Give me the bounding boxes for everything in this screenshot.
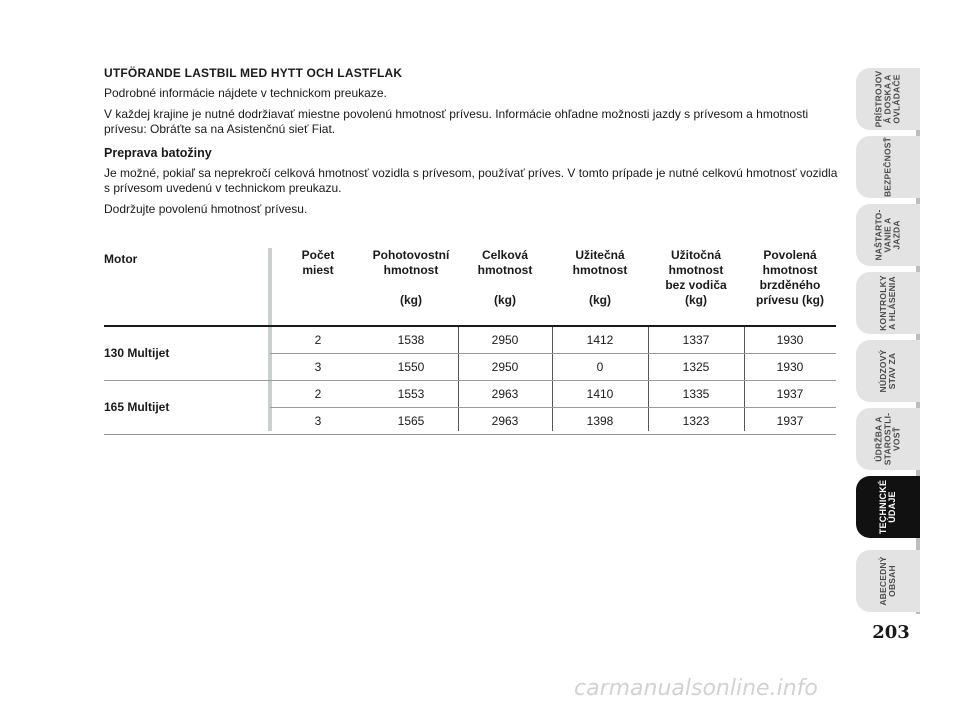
cell-total: 2950 [491,360,519,374]
tab-label: ÚDRŽBA A STAROSTLI- VOSŤ [873,412,902,466]
group-rule [104,434,836,435]
header-motor: Motor [104,252,138,266]
cell-total: 2950 [491,333,519,347]
cell-trailer: 1930 [776,360,804,374]
tab-label: NAŠTARTO- VANIE A JAZDA [873,209,902,261]
header-total-weight: Celková hmotnost (kg) [477,248,533,307]
motor-130-multijet: 130 Multijet [104,346,170,360]
cell-payload-no-driver: 1337 [682,333,710,347]
header-trailer-weight: Povolená hmotnost brzděného prívesu (kg) [755,248,824,307]
header-payload-no-driver: Užitočná hmotnost bez vodiča (kg) [665,248,727,307]
cell-trailer: 1937 [776,387,804,401]
tab-kontrolky[interactable] [856,272,920,334]
cell-total: 2963 [491,414,519,428]
cell-curb: 1538 [397,333,425,347]
cell-seats: 2 [314,387,322,401]
cell-curb: 1565 [397,414,425,428]
cell-payload: 1410 [586,387,614,401]
tab-label: TECHNICKÉ ÚDAJE [878,479,897,535]
tab-label: PRÍSTROJOV Á DOSKA A OVLÁDAČE [873,70,902,128]
cell-seats: 2 [314,333,322,347]
section-content [104,66,840,223]
tab-pristrojova-doska[interactable] [856,68,920,130]
header-curb-weight: Pohotovostní hmotnost (kg) [372,248,450,307]
cell-payload: 1398 [586,414,614,428]
tab-abecedny-obsah[interactable] [856,550,920,612]
header-payload: Užitečná hmotnost (kg) [572,248,628,307]
column-bar [268,248,272,325]
paragraph-1: Podrobné informácie nájdete v technickom preukaze. [104,86,387,100]
tab-bezpecnost[interactable] [856,136,920,198]
watermark: carmanualsonline.info [574,676,818,701]
table-row [104,354,836,381]
cell-payload: 0 [596,360,604,374]
cell-seats: 3 [314,360,322,374]
cell-curb: 1553 [397,387,425,401]
tab-label: KONTROLKY A HLÁSENIA [878,275,897,331]
weights-table [104,248,836,428]
cell-payload-no-driver: 1325 [682,360,710,374]
table-row [104,327,836,354]
cell-payload-no-driver: 1335 [682,387,710,401]
tab-nudzovy-stav[interactable] [856,340,920,402]
cell-trailer: 1930 [776,333,804,347]
tab-nastartovanie[interactable] [856,204,920,266]
tab-label: NÚDZOVÝ STAV ZA [878,349,897,393]
section-subtitle: Preprava batožiny [104,146,212,160]
tab-udrzba[interactable] [856,408,920,470]
cell-curb: 1550 [397,360,425,374]
table-row [104,381,836,408]
cell-payload: 1412 [586,333,614,347]
tab-label: ABECEDNÝ OBSAH [878,556,897,606]
tab-label: BEZPEČNOSŤ [882,136,893,198]
paragraph-3: Je možné, pokiaľ sa neprekročí celková hmotnosť vozidla s prívesom, používať príves. V tomto prípade je nutné celkovú hmotnosť vozidla s prívesom uvedenú v technickom preukazu. [104,166,838,195]
cell-total: 2963 [491,387,519,401]
cell-trailer: 1937 [776,414,804,428]
paragraph-2: V každej krajine je nutné dodržiavať miestne povolenú hmotnosť prívesu. Informácie ohľadne možnosti jazdy s prívesom a hmotnosti prívesu: Obráťte sa na Asistenčnú sieť Fiat. [104,107,809,136]
header-seats: Počet miest [301,248,335,277]
section-title: UTFÖRANDE LASTBIL MED HYTT OCH LASTFLAK [104,66,403,80]
cell-payload-no-driver: 1323 [682,414,710,428]
table-body [104,327,836,435]
motor-165-multijet: 165 Multijet [104,400,170,414]
table-header [104,248,836,324]
tab-technicke-udaje[interactable] [856,476,920,538]
paragraph-4: Dodržujte povolenú hmotnosť prívesu. [104,202,308,216]
cell-seats: 3 [314,414,322,428]
table-row [104,408,836,435]
page-number: 203 [872,622,910,643]
